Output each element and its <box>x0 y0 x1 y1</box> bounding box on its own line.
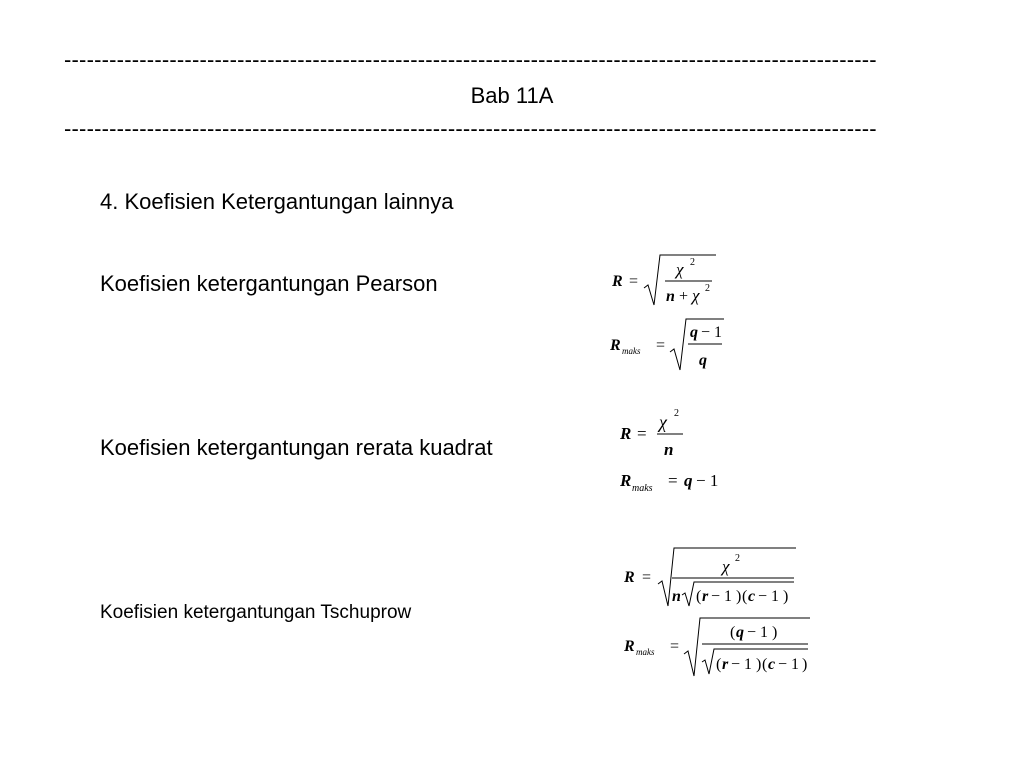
left-paren: ( <box>762 656 768 673</box>
exponent: 2 <box>735 553 740 564</box>
exponent: 2 <box>690 257 695 268</box>
symbol-r: R <box>610 337 621 354</box>
symbol-r: R <box>612 273 623 290</box>
label-rerata-kuadrat: Koefisien ketergantungan rerata kuadrat <box>100 435 493 460</box>
chi-symbol: χ <box>676 260 684 279</box>
exponent: 2 <box>705 283 710 294</box>
symbol-n: n <box>672 588 681 605</box>
header-dash-line-top: ------------------------------------------------------------------------------------------------------------ <box>64 48 877 72</box>
subscript-maks: maks <box>636 647 655 657</box>
subscript-maks: maks <box>622 346 641 356</box>
left-paren: ( <box>730 624 736 641</box>
formula-pearson-r <box>608 250 728 310</box>
right-paren: ) <box>736 588 742 605</box>
symbol-r: r <box>722 656 729 673</box>
symbol-q: q <box>699 352 707 369</box>
formula-rerata-rmaks <box>614 464 744 500</box>
minus-one: − 1 <box>711 588 733 605</box>
header-dash-line-bottom: ------------------------------------------------------------------------------------------------------------ <box>64 117 877 141</box>
right-paren: ) <box>772 624 778 641</box>
left-paren: ( <box>742 588 748 605</box>
symbol-r: R <box>620 424 632 443</box>
right-paren: ) <box>802 656 808 673</box>
equals-sign: = <box>637 424 647 443</box>
label-tschuprow: Koefisien ketergantungan Tschuprow <box>100 602 412 623</box>
symbol-c: c <box>748 588 756 605</box>
symbol-q: q <box>736 624 744 641</box>
symbol-n: n <box>664 440 674 459</box>
symbol-q: q <box>690 324 698 341</box>
equals-sign: = <box>629 273 639 290</box>
minus-one: − 1 <box>758 588 780 605</box>
minus-one: − 1 <box>731 656 753 673</box>
slide-title: Bab 11A <box>470 83 554 108</box>
symbol-r: R <box>624 569 635 586</box>
right-paren: ) <box>756 656 762 673</box>
chi-symbol: χ <box>722 557 730 576</box>
section-heading: 4. Koefisien Ketergantungan lainnya <box>100 189 454 214</box>
formula-tschuprow-rmaks <box>618 614 818 680</box>
equals-sign: = <box>668 471 678 490</box>
right-paren: ) <box>783 588 789 605</box>
symbol-r: R <box>620 471 632 490</box>
equals-sign: = <box>670 638 680 655</box>
plus-sign: + <box>679 288 689 305</box>
chi-symbol: χ <box>692 286 700 305</box>
minus-one: − 1 <box>701 324 723 341</box>
formula-rerata-r <box>614 402 704 462</box>
minus-one: − 1 <box>747 624 769 641</box>
symbol-r: R <box>624 638 635 655</box>
equals-sign: = <box>642 569 652 586</box>
equals-sign: = <box>656 337 666 354</box>
left-paren: ( <box>716 656 722 673</box>
subscript-maks: maks <box>632 483 653 494</box>
minus-one: − 1 <box>696 471 719 490</box>
symbol-c: c <box>768 656 776 673</box>
minus-one: − 1 <box>778 656 800 673</box>
left-paren: ( <box>696 588 702 605</box>
chi-symbol: χ <box>659 412 667 432</box>
symbol-n: n <box>666 288 675 305</box>
formula-tschuprow-r <box>618 544 808 610</box>
symbol-q: q <box>684 471 693 490</box>
symbol-r: r <box>702 588 709 605</box>
exponent: 2 <box>674 408 679 419</box>
formula-pearson-rmaks <box>606 316 736 376</box>
label-pearson: Koefisien ketergantungan Pearson <box>100 271 438 296</box>
